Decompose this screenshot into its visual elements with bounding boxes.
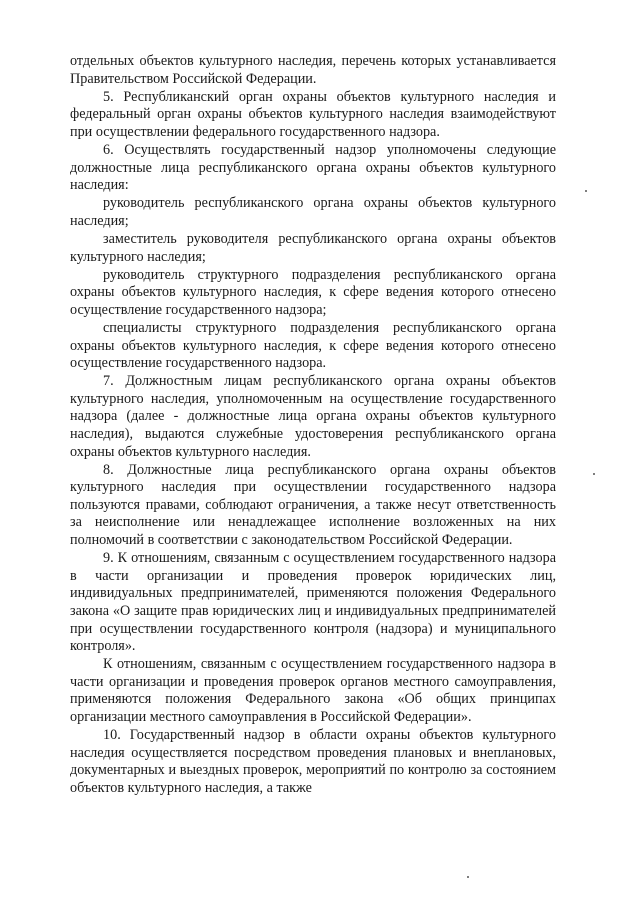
paragraph-5: 5. Республиканский орган охраны объектов культурного наследия и федеральный орган охраны объектов культурного наследия взаимодействуют при осуществлении федерального государственного надзора. bbox=[70, 88, 556, 140]
scan-speck bbox=[585, 190, 587, 192]
paragraph-6: 6. Осуществлять государственный надзор уполномочены следующие должностные лица республиканского органа охраны объектов культурного наследия: bbox=[70, 141, 556, 194]
paragraph-continuation: отдельных объектов культурного наследия, перечень которых устанавливается Правительством Российской Федерации. bbox=[70, 53, 556, 87]
paragraph-6-item-deputy: заместитель руководителя республиканского органа охраны объектов культурного наследия; bbox=[70, 230, 556, 265]
scan-speck bbox=[593, 473, 595, 475]
paragraph-9: 9. К отношениям, связанным с осуществлением государственного надзора в части организации и проведения проверок юридических лиц, индивидуальных предпринимателей, применяются положения Федерального закона «О защите прав юридических лиц и индивидуальных предпринимателей при осуществлении государственного контроля (надзора) и муниципального контроля». bbox=[70, 550, 556, 655]
paragraph-7: 7. Должностным лицам республиканского органа охраны объектов культурного наследия, уполномоченным на осуществление государственного надзора (далее - должностные лица органа охраны объектов культурного наследия), выдаются служебные удостоверения республиканского органа охраны объектов культурного наследия. bbox=[70, 373, 556, 460]
paragraph-10: 10. Государственный надзор в области охраны объектов культурного наследия осуществляется посредством проведения плановых и внеплановых, документарных и выездных проверок, мероприятий по контролю за состоянием объектов культурного наследия, а также bbox=[70, 727, 556, 796]
paragraph-9-continued: К отношениям, связанным с осуществлением государственного надзора в части организации и проведения проверок органов местного самоуправления, применяются положения Федерального закона «Об общих принципах организации местного самоуправления в Российской Федерации». bbox=[70, 656, 556, 725]
document-text-body bbox=[70, 53, 556, 797]
scan-speck bbox=[467, 876, 469, 878]
paragraph-6-item-head: руководитель республиканского органа охраны объектов культурного наследия; bbox=[70, 195, 556, 229]
paragraph-8: 8. Должностные лица республиканского органа охраны объектов культурного наследия при осуществлении государственного надзора пользуются правами, соблюдают ограничения, а также несут ответственность за неисполнение или ненадлежащее исполнение возложенных на них полномочий в соответствии с законодательством Российской Федерации. bbox=[70, 461, 556, 549]
paragraph-6-item-specialists: специалисты структурного подразделения республиканского органа охраны объектов культурного наследия, к сфере ведения которого отнесено осуществление государственного надзора. bbox=[70, 319, 556, 372]
paragraph-6-item-unit-head: руководитель структурного подразделения республиканского органа охраны объектов культурного наследия, к сфере ведения которого отнесено осуществление государственного надзора; bbox=[70, 266, 556, 318]
